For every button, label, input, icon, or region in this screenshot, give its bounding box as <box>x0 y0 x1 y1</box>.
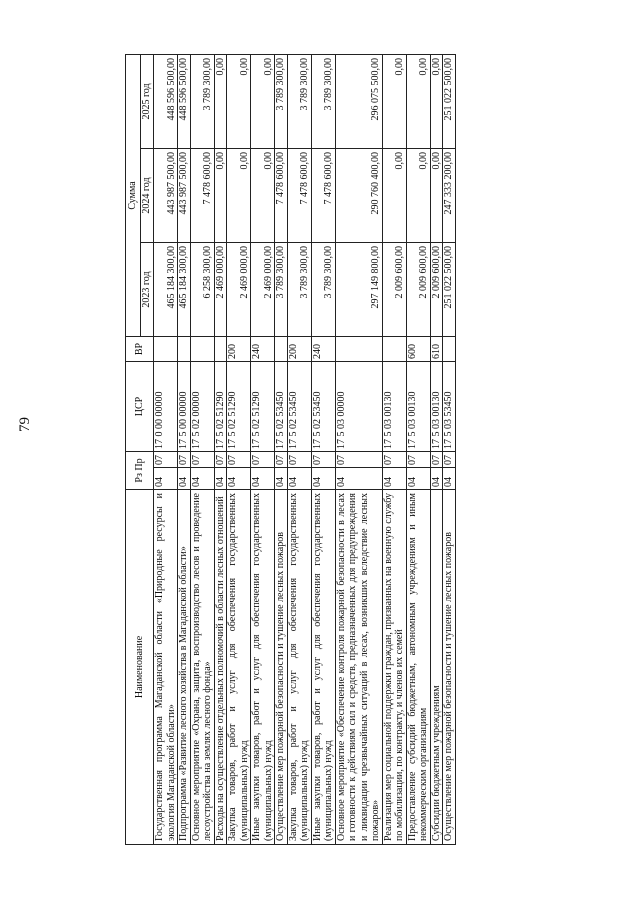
cell-rz: 04 <box>430 468 443 490</box>
cell-vr <box>214 336 227 361</box>
cell-csr: 17 5 02 53450 <box>311 361 335 451</box>
cell-pr: 07 <box>311 451 335 467</box>
header-vr: ВР <box>126 336 154 361</box>
cell-2023: 3 789 300,00 <box>275 242 288 336</box>
cell-pr: 07 <box>154 451 178 467</box>
cell-csr: 17 5 02 00000 <box>190 361 214 451</box>
table-body <box>154 54 456 844</box>
cell-2023: 3 789 300,00 <box>311 242 335 336</box>
cell-2025: 0,00 <box>214 54 227 148</box>
cell-pr: 07 <box>430 451 443 467</box>
cell-vr <box>443 336 456 361</box>
cell-2024: 443 987 500,00 <box>154 148 178 242</box>
cell-rz: 04 <box>190 468 214 490</box>
table-row <box>335 54 382 844</box>
cell-name: Закупка товаров, работ и услуг для обеспечения государственных (муниципальных) нужд <box>227 490 251 845</box>
cell-2023: 465 184 300,00 <box>178 242 191 336</box>
cell-2024: 7 478 600,00 <box>275 148 288 242</box>
table-row <box>287 54 311 844</box>
cell-rz: 04 <box>406 468 430 490</box>
header-sum: Сумма <box>126 54 141 336</box>
cell-2024: 0,00 <box>214 148 227 242</box>
cell-csr: 17 5 02 51290 <box>227 361 251 451</box>
table-row <box>227 54 251 844</box>
cell-name: Расходы на осуществление отдельных полномочий в области лесных отношений <box>214 490 227 845</box>
table-header <box>126 54 154 844</box>
cell-2023: 6 258 300,00 <box>190 242 214 336</box>
cell-2025: 3 789 300,00 <box>311 54 335 148</box>
cell-name: Осуществление мер пожарной безопасности и тушение лесных пожаров <box>275 490 288 845</box>
cell-rz: 04 <box>335 468 382 490</box>
cell-2025: 0,00 <box>430 54 443 148</box>
table-row <box>443 54 456 844</box>
cell-2023: 297 149 800,00 <box>335 242 382 336</box>
cell-2025: 0,00 <box>227 54 251 148</box>
table-row <box>251 54 275 844</box>
cell-vr <box>275 336 288 361</box>
cell-pr: 07 <box>227 451 251 467</box>
table-row <box>178 54 191 844</box>
cell-name: Закупка товаров, работ и услуг для обеспечения государственных (муниципальных) нужд <box>287 490 311 845</box>
cell-csr: 17 5 02 53450 <box>275 361 288 451</box>
table-row <box>406 54 430 844</box>
cell-2024: 7 478 600,00 <box>190 148 214 242</box>
cell-vr: 610 <box>430 336 443 361</box>
cell-vr: 600 <box>406 336 430 361</box>
page-number: 79 <box>17 417 33 432</box>
table-row <box>190 54 214 844</box>
cell-2023: 2 469 000,00 <box>251 242 275 336</box>
cell-2025: 3 789 300,00 <box>287 54 311 148</box>
cell-rz: 04 <box>443 468 456 490</box>
cell-2025: 448 596 500,00 <box>178 54 191 148</box>
cell-csr: 17 5 02 51290 <box>214 361 227 451</box>
cell-rz: 04 <box>275 468 288 490</box>
cell-vr: 240 <box>251 336 275 361</box>
cell-vr: 200 <box>287 336 311 361</box>
budget-table <box>125 54 456 845</box>
cell-2023: 2 469 000,00 <box>227 242 251 336</box>
cell-name: Осуществление мер пожарной безопасности и тушение лесных пожаров <box>443 490 456 845</box>
cell-2025: 251 022 500,00 <box>443 54 456 148</box>
cell-vr <box>178 336 191 361</box>
cell-2024: 7 478 600,00 <box>311 148 335 242</box>
cell-2024: 290 760 400,00 <box>335 148 382 242</box>
header-year-2025: 2025 год <box>141 54 154 148</box>
cell-2025: 3 789 300,00 <box>190 54 214 148</box>
cell-vr <box>382 336 406 361</box>
cell-csr: 17 5 02 53450 <box>287 361 311 451</box>
cell-vr: 200 <box>227 336 251 361</box>
table-row <box>430 54 443 844</box>
cell-rz: 04 <box>287 468 311 490</box>
cell-2023: 3 789 300,00 <box>287 242 311 336</box>
cell-2024: 247 333 200,00 <box>443 148 456 242</box>
table-row <box>275 54 288 844</box>
cell-rz: 04 <box>311 468 335 490</box>
cell-2024: 7 478 600,00 <box>287 148 311 242</box>
cell-2024: 0,00 <box>382 148 406 242</box>
cell-2024: 0,00 <box>251 148 275 242</box>
cell-name: Иные закупки товаров, работ и услуг для обеспечения государственных (муниципальных) нужд <box>311 490 335 845</box>
cell-name: Подпрограмма «Развитие лесного хозяйства в Магаданской области» <box>178 490 191 845</box>
cell-rz: 04 <box>178 468 191 490</box>
cell-pr: 07 <box>382 451 406 467</box>
cell-csr: 17 5 03 53450 <box>443 361 456 451</box>
cell-rz: 04 <box>214 468 227 490</box>
cell-pr: 07 <box>214 451 227 467</box>
cell-2023: 465 184 300,00 <box>154 242 178 336</box>
cell-name: Основное мероприятие «Обеспечение контроля пожарной безопасности в лесах и готовности к действиям сил и средств, предназначенных для предупреждения и ликвидации чрезвычайных ситуаций в лесах, возникших вследствие лесных пожаров» <box>335 490 382 845</box>
cell-2023: 2 009 600,00 <box>430 242 443 336</box>
cell-2025: 0,00 <box>251 54 275 148</box>
header-rz-pr: Рз Пр <box>126 451 154 489</box>
cell-2025: 296 075 500,00 <box>335 54 382 148</box>
header-name: Наименование <box>126 490 154 845</box>
cell-2023: 251 022 500,00 <box>443 242 456 336</box>
cell-rz: 04 <box>227 468 251 490</box>
cell-pr: 07 <box>443 451 456 467</box>
cell-pr: 07 <box>287 451 311 467</box>
cell-2023: 2 009 600,00 <box>406 242 430 336</box>
cell-vr <box>154 336 178 361</box>
cell-csr: 17 0 00 00000 <box>154 361 178 451</box>
cell-pr: 07 <box>335 451 382 467</box>
cell-rz: 04 <box>154 468 178 490</box>
cell-name: Государственная программа Магаданской области «Природные ресурсы и экология Магаданской области» <box>154 490 178 845</box>
budget-table-container <box>125 55 593 845</box>
cell-2024: 0,00 <box>406 148 430 242</box>
table-row <box>154 54 178 844</box>
cell-csr: 17 5 00 00000 <box>178 361 191 451</box>
header-year-2024: 2024 год <box>141 148 154 242</box>
cell-2025: 448 596 500,00 <box>154 54 178 148</box>
cell-vr <box>190 336 214 361</box>
cell-2025: 0,00 <box>382 54 406 148</box>
cell-name: Основное мероприятие «Охрана, защита, воспроизводство лесов и проведение лесоустройства на землях лесного фонда» <box>190 490 214 845</box>
cell-pr: 07 <box>178 451 191 467</box>
cell-2024: 0,00 <box>430 148 443 242</box>
cell-name: Иные закупки товаров, работ и услуг для обеспечения государственных (муниципальных) нужд <box>251 490 275 845</box>
cell-2024: 0,00 <box>227 148 251 242</box>
header-year-2023: 2023 год <box>141 242 154 336</box>
cell-2023: 2 009 600,00 <box>382 242 406 336</box>
cell-rz: 04 <box>251 468 275 490</box>
cell-rz: 04 <box>382 468 406 490</box>
cell-vr: 240 <box>311 336 335 361</box>
cell-csr: 17 5 03 00000 <box>335 361 382 451</box>
cell-pr: 07 <box>190 451 214 467</box>
cell-pr: 07 <box>251 451 275 467</box>
header-csr: ЦСР <box>126 361 154 451</box>
cell-2025: 3 789 300,00 <box>275 54 288 148</box>
cell-2024: 443 987 500,00 <box>178 148 191 242</box>
cell-csr: 17 5 03 00130 <box>430 361 443 451</box>
cell-pr: 07 <box>275 451 288 467</box>
table-row <box>311 54 335 844</box>
cell-2023: 2 469 000,00 <box>214 242 227 336</box>
table-row <box>382 54 406 844</box>
cell-csr: 17 5 03 00130 <box>406 361 430 451</box>
cell-vr <box>335 336 382 361</box>
table-row <box>214 54 227 844</box>
cell-csr: 17 5 03 00130 <box>382 361 406 451</box>
cell-csr: 17 5 02 51290 <box>251 361 275 451</box>
cell-name: Реализация мер социальной поддержки граждан, призванных на военную службу по мобилизации, по контракту, и членов их семей <box>382 490 406 845</box>
cell-name: Субсидии бюджетным учреждениям <box>430 490 443 845</box>
cell-name: Предоставление субсидий бюджетным, автономным учреждениям и иным некоммерческим организациям <box>406 490 430 845</box>
cell-pr: 07 <box>406 451 430 467</box>
cell-2025: 0,00 <box>406 54 430 148</box>
